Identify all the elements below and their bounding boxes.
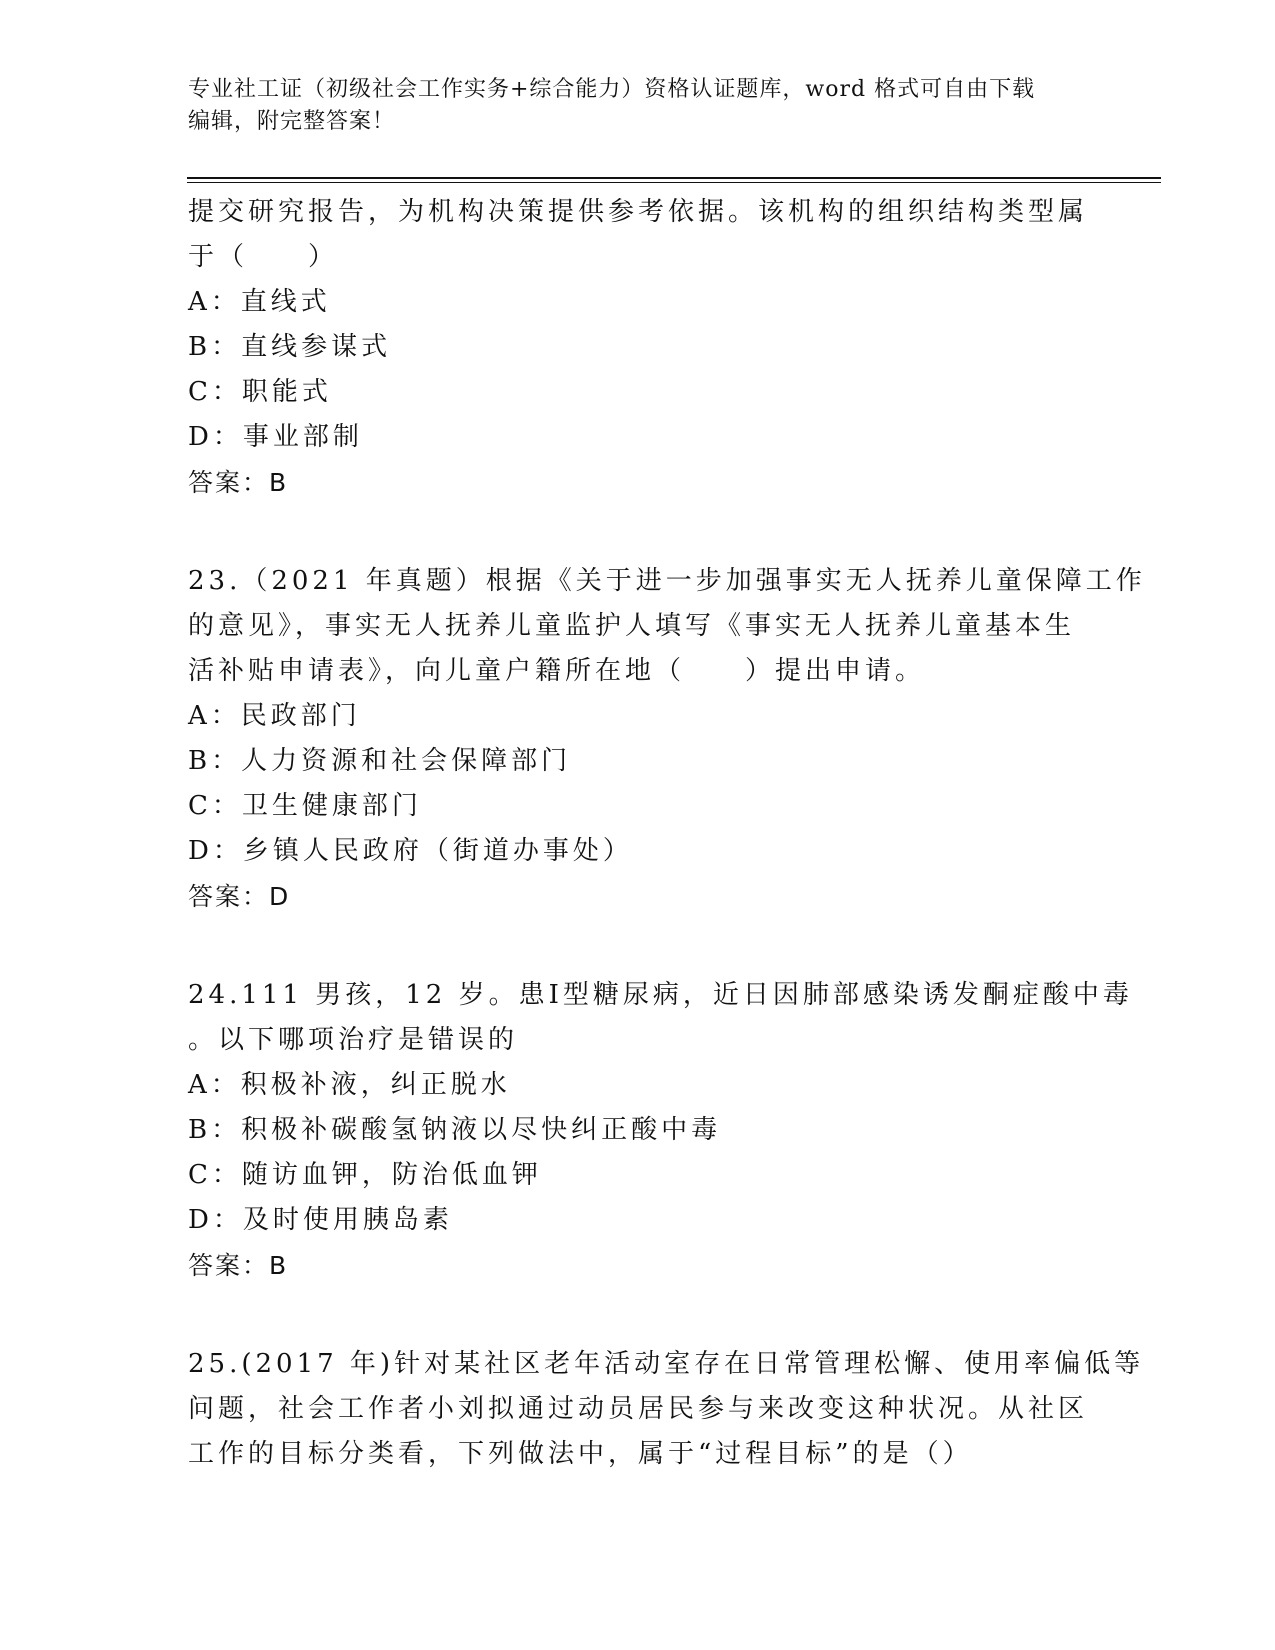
question-stem-line: 活补贴申请表》，向儿童户籍所在地（ ）提出申请。 xyxy=(188,656,926,686)
header-line-2: 编辑，附完整答案！ xyxy=(188,109,396,134)
option-c: C：随访血钾，防治低血钾 xyxy=(188,1160,542,1190)
question-stem-line: 的意见》，事实无人抚养儿童监护人填写《事实无人抚养儿童基本生 xyxy=(188,611,1076,641)
question-25 xyxy=(188,1342,1145,1477)
option-d: D：事业部制 xyxy=(188,422,363,452)
option-d: D：乡镇人民政府（街道办事处） xyxy=(188,836,633,866)
question-24 xyxy=(188,973,1133,1288)
header-line-1: 专业社工证（初级社会工作实务+综合能力）资格认证题库，word 格式可自由下载 xyxy=(188,77,1036,102)
question-stem-line: 23.（2021 年真题）根据《关于进一步加强事实无人抚养儿童保障工作 xyxy=(188,566,1146,596)
option-c: C：卫生健康部门 xyxy=(188,791,422,821)
answer-label: 答案：D xyxy=(188,882,291,911)
option-b: B：人力资源和社会保障部门 xyxy=(188,746,572,776)
question-stem-line: 24.111 男孩，12 岁。患Ⅰ型糖尿病，近日因肺部感染诱发酮症酸中毒 xyxy=(188,980,1133,1010)
option-b: B：直线参谋式 xyxy=(188,332,392,362)
option-a: A：民政部门 xyxy=(188,701,361,731)
spacer xyxy=(188,505,1088,559)
answer-label: 答案：B xyxy=(188,468,289,497)
question-23 xyxy=(188,559,1146,919)
spacer xyxy=(188,1288,1088,1342)
question-stem-line: 问题，社会工作者小刘拟通过动员居民参与来改变这种状况。从社区 xyxy=(188,1394,1089,1424)
option-d: D：及时使用胰岛素 xyxy=(188,1205,453,1235)
question-list xyxy=(188,190,1146,1477)
question-22 xyxy=(188,190,1088,505)
option-c: C：职能式 xyxy=(188,377,332,407)
question-stem-line: 工作的目标分类看，下列做法中，属于“过程目标”的是（） xyxy=(188,1439,973,1469)
question-stem-line: 提交研究报告，为机构决策提供参考依据。该机构的组织结构类型属 xyxy=(188,197,1089,227)
question-stem-line: 25.(2017 年)针对某社区老年活动室存在日常管理松懈、使用率偏低等 xyxy=(188,1349,1145,1379)
question-stem-line: 于（ ） xyxy=(188,242,339,272)
spacer xyxy=(188,919,1088,973)
option-b: B：积极补碳酸氢钠液以尽快纠正酸中毒 xyxy=(188,1115,722,1145)
answer-label: 答案：B xyxy=(188,1251,289,1280)
document-header xyxy=(188,74,1088,138)
header-divider xyxy=(187,177,1161,183)
option-a: A：积极补液，纠正脱水 xyxy=(188,1070,511,1100)
option-a: A：直线式 xyxy=(188,287,331,317)
question-stem-line: 。以下哪项治疗是错误的 xyxy=(188,1025,519,1055)
